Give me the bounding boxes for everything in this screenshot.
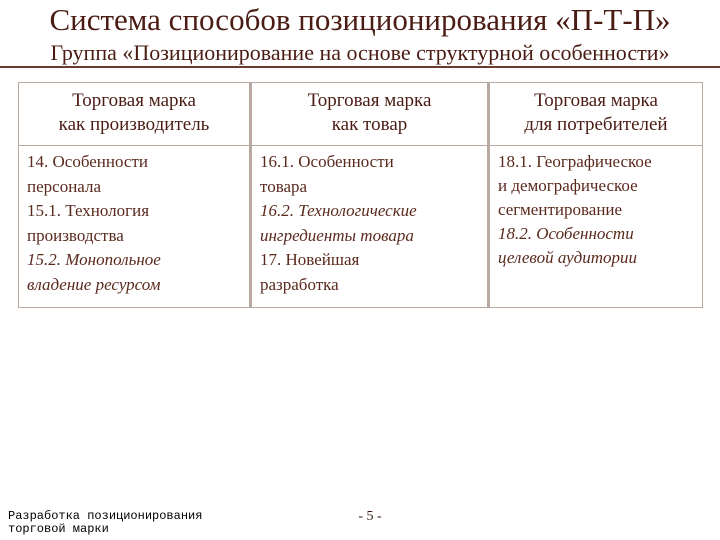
column-body (19, 146, 249, 307)
header-line: как производитель (58, 114, 210, 135)
item-line: товара (260, 176, 308, 196)
header-line: как товар (331, 114, 408, 135)
slide-subtitle: Группа «Позиционирование на основе структурной особенности» (50, 40, 670, 65)
item-line: 15.1. Технология (27, 201, 150, 220)
header-line: Торговая марка (307, 90, 432, 111)
column-header (252, 83, 487, 145)
item-line: и демографическое (498, 176, 638, 195)
item-line: 16.1. Особенности (260, 152, 394, 171)
item-line: разработка (260, 274, 339, 294)
header-line: Торговая марка (72, 90, 196, 111)
item-line: владение ресурсом (27, 274, 161, 294)
header-line: Торговая марка (534, 90, 658, 111)
header-divider (0, 66, 720, 68)
column-product (251, 82, 488, 308)
footer-line: Разработка позиционирования (8, 509, 203, 523)
item-line: 15.2. Монопольное (27, 250, 161, 269)
item-line: персонала (27, 176, 102, 196)
column-header (19, 83, 249, 145)
item-line: 16.2. Технологические (260, 201, 417, 220)
header-line: для потребителей (524, 114, 668, 135)
column-header (490, 83, 702, 145)
item-line: целевой аудитории (498, 248, 637, 267)
item-line: 18.1. Географическое (498, 152, 652, 171)
page-number: - 5 - (358, 509, 382, 524)
item-line: 18.2. Особенности (498, 224, 634, 243)
slide-title: Система способов позиционирования «П-Т-П» (49, 2, 671, 37)
positioning-table (18, 82, 703, 308)
item-line: 14. Особенности (27, 152, 148, 171)
column-consumers (489, 82, 703, 308)
column-body (490, 146, 702, 307)
column-body (252, 146, 487, 307)
item-line: 17. Новейшая (260, 250, 360, 269)
item-line: ингредиенты товара (260, 225, 414, 245)
footer-line: торговой марки (8, 522, 109, 536)
column-producer (18, 82, 250, 308)
item-line: сегментирование (498, 200, 623, 219)
item-line: производства (27, 225, 124, 245)
